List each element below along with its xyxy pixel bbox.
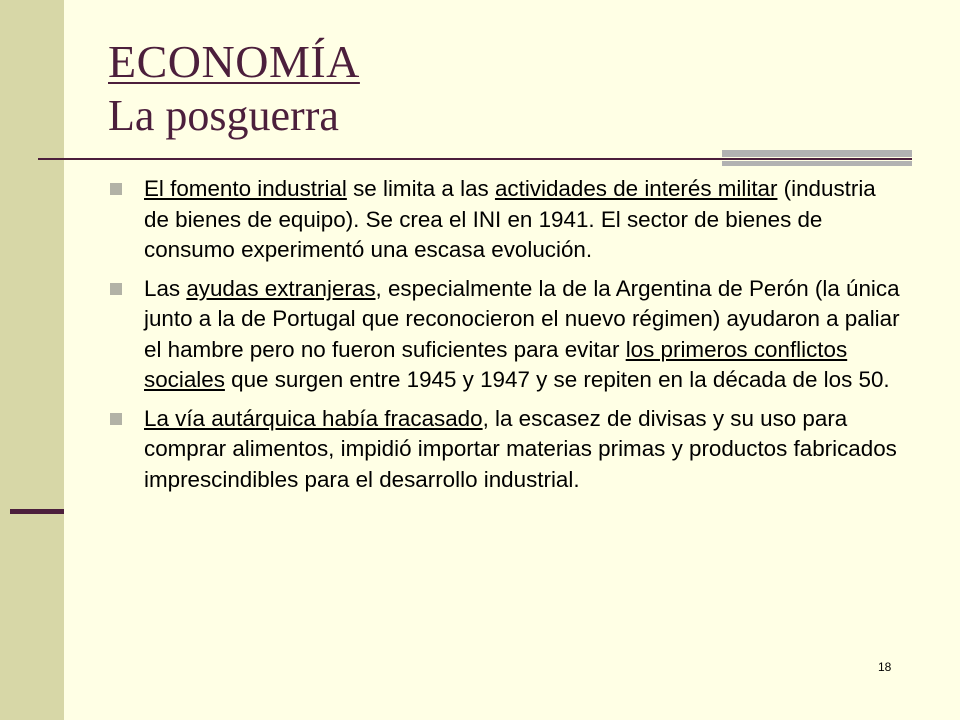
bullet-underlined-text: La vía autárquica había fracasado bbox=[144, 405, 483, 431]
square-bullet-icon bbox=[110, 283, 122, 295]
bullet-item bbox=[104, 174, 904, 266]
bullet-text: , la escasez de divisas y su uso para comprar alimentos, impidió importar materias primas y productos fabricados imprescindibles para el desarrollo industrial. bbox=[144, 405, 897, 492]
bullet-underlined-text: los primeros conflictos sociales bbox=[144, 336, 848, 392]
title-rule-accent-top bbox=[722, 150, 912, 157]
bullet-list bbox=[104, 174, 904, 503]
square-bullet-icon bbox=[110, 413, 122, 425]
slide-subtitle: La posguerra bbox=[108, 91, 339, 140]
bullet-underlined-text: actividades de interés militar bbox=[494, 176, 778, 201]
bullet-item bbox=[104, 274, 904, 396]
slide-title: ECONOMÍA bbox=[108, 36, 360, 87]
side-accent-bar bbox=[10, 509, 64, 514]
bullet-text: (industria de bienes de equipo). Se crea el INI en 1941. El sector de bienes de consumo experimentó una escasa evolución. bbox=[144, 176, 876, 262]
bullet-underlined-text: El fomento industrial bbox=[144, 176, 347, 201]
bullet-item bbox=[104, 404, 904, 496]
title-rule-accent-bottom bbox=[722, 161, 912, 166]
bullet-text: que surgen entre 1945 y 1947 y se repiten en la década de los 50. bbox=[224, 367, 890, 392]
title-rule bbox=[38, 158, 912, 160]
title-block bbox=[108, 34, 360, 144]
bullet-text: Las bbox=[144, 275, 187, 301]
bullet-underlined-text: ayudas extranjeras bbox=[186, 275, 376, 301]
square-bullet-icon bbox=[110, 183, 122, 195]
bullet-text: , especialmente la de la Argentina de Perón (la única junto a la de Portugal que reconocieron el nuevo régimen) ayudaron a paliar el hambre pero no fueron suficientes para evitar bbox=[144, 275, 900, 362]
bullet-text: se limita a las bbox=[346, 176, 495, 201]
page-number: 18 bbox=[878, 660, 892, 674]
side-band bbox=[0, 0, 64, 720]
